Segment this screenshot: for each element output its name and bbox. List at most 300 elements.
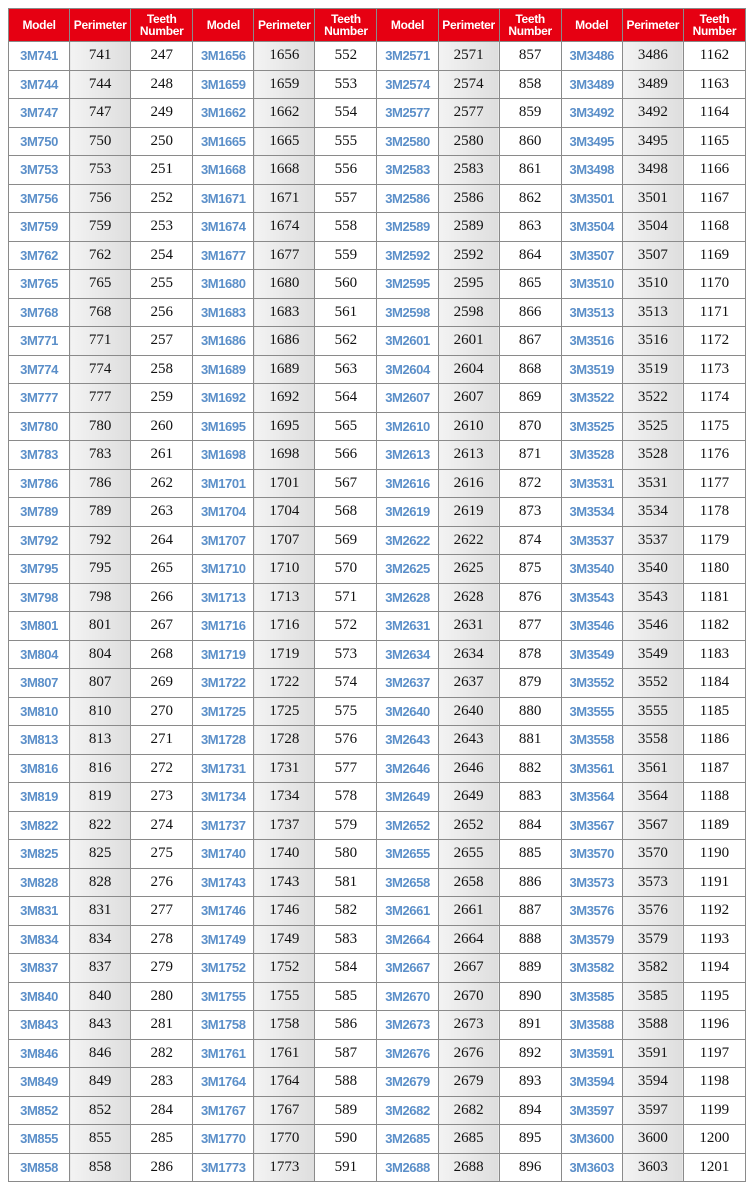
perimeter-cell: 1722 <box>254 669 315 698</box>
teeth-number-cell: 1187 <box>683 754 745 783</box>
teeth-number-cell: 1163 <box>683 70 745 99</box>
perimeter-cell: 846 <box>70 1039 131 1068</box>
teeth-number-cell: 877 <box>499 612 561 641</box>
perimeter-cell: 2589 <box>438 213 499 242</box>
model-cell: 3M3597 <box>561 1096 622 1125</box>
perimeter-cell: 2583 <box>438 156 499 185</box>
teeth-number-cell: 1169 <box>683 241 745 270</box>
model-cell: 3M1683 <box>193 298 254 327</box>
teeth-number-cell: 1173 <box>683 355 745 384</box>
teeth-number-cell: 255 <box>131 270 193 299</box>
teeth-number-cell: 1188 <box>683 783 745 812</box>
model-cell: 3M2646 <box>377 754 438 783</box>
table-row <box>9 1096 746 1125</box>
header-row <box>9 9 746 42</box>
teeth-number-cell: 878 <box>499 640 561 669</box>
model-cell: 3M3585 <box>561 982 622 1011</box>
perimeter-cell: 3576 <box>622 897 683 926</box>
teeth-number-cell: 268 <box>131 640 193 669</box>
perimeter-cell: 2571 <box>438 42 499 71</box>
perimeter-cell: 2604 <box>438 355 499 384</box>
teeth-number-cell: 552 <box>315 42 377 71</box>
perimeter-cell: 3522 <box>622 384 683 413</box>
model-cell: 3M1761 <box>193 1039 254 1068</box>
model-cell: 3M1656 <box>193 42 254 71</box>
perimeter-cell: 2685 <box>438 1125 499 1154</box>
perimeter-cell: 813 <box>70 726 131 755</box>
model-cell: 3M1695 <box>193 412 254 441</box>
table-row <box>9 298 746 327</box>
model-cell: 3M3567 <box>561 811 622 840</box>
teeth-number-cell: 576 <box>315 726 377 755</box>
perimeter-cell: 3555 <box>622 697 683 726</box>
model-cell: 3M3507 <box>561 241 622 270</box>
table-row <box>9 156 746 185</box>
header-teeth-number <box>499 9 561 42</box>
perimeter-cell: 2643 <box>438 726 499 755</box>
model-cell: 3M837 <box>9 954 70 983</box>
teeth-number-cell: 263 <box>131 498 193 527</box>
teeth-number-cell: 883 <box>499 783 561 812</box>
model-cell: 3M828 <box>9 868 70 897</box>
model-cell: 3M1773 <box>193 1153 254 1182</box>
teeth-number-cell: 868 <box>499 355 561 384</box>
teeth-number-cell: 583 <box>315 925 377 954</box>
model-cell: 3M792 <box>9 526 70 555</box>
perimeter-cell: 1707 <box>254 526 315 555</box>
model-cell: 3M1755 <box>193 982 254 1011</box>
teeth-number-cell: 269 <box>131 669 193 698</box>
model-cell: 3M3579 <box>561 925 622 954</box>
perimeter-cell: 3531 <box>622 469 683 498</box>
perimeter-cell: 3564 <box>622 783 683 812</box>
header-model: Model <box>193 9 254 42</box>
model-cell: 3M3534 <box>561 498 622 527</box>
teeth-number-cell: 859 <box>499 99 561 128</box>
teeth-number-cell: 1196 <box>683 1011 745 1040</box>
model-cell: 3M1716 <box>193 612 254 641</box>
teeth-number-cell: 1184 <box>683 669 745 698</box>
perimeter-cell: 1680 <box>254 270 315 299</box>
header-perimeter: Perimeter <box>622 9 683 42</box>
teeth-number-cell: 1177 <box>683 469 745 498</box>
teeth-number-cell: 585 <box>315 982 377 1011</box>
teeth-number-cell: 874 <box>499 526 561 555</box>
table-row <box>9 1153 746 1182</box>
model-cell: 3M744 <box>9 70 70 99</box>
perimeter-cell: 744 <box>70 70 131 99</box>
perimeter-cell: 747 <box>70 99 131 128</box>
model-cell: 3M852 <box>9 1096 70 1125</box>
model-cell: 3M1758 <box>193 1011 254 1040</box>
perimeter-cell: 1689 <box>254 355 315 384</box>
model-cell: 3M1707 <box>193 526 254 555</box>
model-cell: 3M3531 <box>561 469 622 498</box>
teeth-number-cell: 864 <box>499 241 561 270</box>
model-cell: 3M3513 <box>561 298 622 327</box>
teeth-number-cell: 274 <box>131 811 193 840</box>
teeth-number-cell: 1166 <box>683 156 745 185</box>
teeth-number-cell: 250 <box>131 127 193 156</box>
perimeter-cell: 843 <box>70 1011 131 1040</box>
teeth-number-cell: 1197 <box>683 1039 745 1068</box>
teeth-number-cell: 249 <box>131 99 193 128</box>
teeth-number-cell: 251 <box>131 156 193 185</box>
teeth-number-cell: 890 <box>499 982 561 1011</box>
model-cell: 3M2598 <box>377 298 438 327</box>
teeth-number-cell: 575 <box>315 697 377 726</box>
teeth-number-cell: 873 <box>499 498 561 527</box>
table-row <box>9 469 746 498</box>
header-teeth-number <box>131 9 193 42</box>
perimeter-cell: 1755 <box>254 982 315 1011</box>
model-cell: 3M1674 <box>193 213 254 242</box>
perimeter-cell: 1752 <box>254 954 315 983</box>
header-teeth-label: Teeth Number <box>139 12 184 38</box>
model-cell: 3M1671 <box>193 184 254 213</box>
table-row <box>9 925 746 954</box>
perimeter-cell: 1719 <box>254 640 315 669</box>
teeth-number-cell: 272 <box>131 754 193 783</box>
table-row <box>9 640 746 669</box>
model-cell: 3M798 <box>9 583 70 612</box>
teeth-number-cell: 283 <box>131 1068 193 1097</box>
perimeter-cell: 2607 <box>438 384 499 413</box>
table-row <box>9 840 746 869</box>
teeth-number-cell: 861 <box>499 156 561 185</box>
perimeter-cell: 3525 <box>622 412 683 441</box>
model-cell: 3M750 <box>9 127 70 156</box>
perimeter-cell: 3513 <box>622 298 683 327</box>
perimeter-cell: 1668 <box>254 156 315 185</box>
perimeter-cell: 1692 <box>254 384 315 413</box>
header-perimeter: Perimeter <box>438 9 499 42</box>
teeth-number-cell: 565 <box>315 412 377 441</box>
teeth-number-cell: 553 <box>315 70 377 99</box>
perimeter-cell: 1734 <box>254 783 315 812</box>
perimeter-cell: 2625 <box>438 555 499 584</box>
teeth-number-cell: 584 <box>315 954 377 983</box>
model-cell: 3M2589 <box>377 213 438 242</box>
teeth-number-cell: 570 <box>315 555 377 584</box>
table-row <box>9 726 746 755</box>
perimeter-cell: 3504 <box>622 213 683 242</box>
teeth-number-cell: 588 <box>315 1068 377 1097</box>
perimeter-cell: 852 <box>70 1096 131 1125</box>
model-cell: 3M3501 <box>561 184 622 213</box>
perimeter-cell: 2577 <box>438 99 499 128</box>
teeth-number-cell: 892 <box>499 1039 561 1068</box>
perimeter-cell: 2619 <box>438 498 499 527</box>
model-cell: 3M2601 <box>377 327 438 356</box>
model-cell: 3M1764 <box>193 1068 254 1097</box>
perimeter-cell: 2616 <box>438 469 499 498</box>
perimeter-cell: 777 <box>70 384 131 413</box>
perimeter-cell: 2640 <box>438 697 499 726</box>
teeth-number-cell: 273 <box>131 783 193 812</box>
perimeter-cell: 3540 <box>622 555 683 584</box>
perimeter-cell: 834 <box>70 925 131 954</box>
perimeter-cell: 765 <box>70 270 131 299</box>
teeth-number-cell: 558 <box>315 213 377 242</box>
model-cell: 3M1713 <box>193 583 254 612</box>
model-cell: 3M759 <box>9 213 70 242</box>
perimeter-cell: 2601 <box>438 327 499 356</box>
model-cell: 3M1728 <box>193 726 254 755</box>
teeth-number-cell: 573 <box>315 640 377 669</box>
perimeter-cell: 2595 <box>438 270 499 299</box>
perimeter-cell: 780 <box>70 412 131 441</box>
table-row <box>9 127 746 156</box>
model-cell: 3M2637 <box>377 669 438 698</box>
teeth-number-cell: 858 <box>499 70 561 99</box>
teeth-number-cell: 265 <box>131 555 193 584</box>
model-cell: 3M2685 <box>377 1125 438 1154</box>
teeth-number-cell: 254 <box>131 241 193 270</box>
header-teeth-number <box>683 9 745 42</box>
perimeter-cell: 2649 <box>438 783 499 812</box>
perimeter-cell: 825 <box>70 840 131 869</box>
teeth-number-cell: 1191 <box>683 868 745 897</box>
perimeter-cell: 1743 <box>254 868 315 897</box>
model-cell: 3M795 <box>9 555 70 584</box>
model-cell: 3M2574 <box>377 70 438 99</box>
model-cell: 3M834 <box>9 925 70 954</box>
perimeter-cell: 2673 <box>438 1011 499 1040</box>
perimeter-cell: 2580 <box>438 127 499 156</box>
table-body <box>9 42 746 1182</box>
model-cell: 3M1665 <box>193 127 254 156</box>
perimeter-cell: 828 <box>70 868 131 897</box>
perimeter-cell: 3495 <box>622 127 683 156</box>
teeth-number-cell: 1182 <box>683 612 745 641</box>
table-row <box>9 327 746 356</box>
teeth-number-cell: 1170 <box>683 270 745 299</box>
perimeter-cell: 2586 <box>438 184 499 213</box>
model-cell: 3M2643 <box>377 726 438 755</box>
teeth-number-cell: 1189 <box>683 811 745 840</box>
teeth-number-cell: 1195 <box>683 982 745 1011</box>
teeth-number-cell: 1174 <box>683 384 745 413</box>
teeth-number-cell: 279 <box>131 954 193 983</box>
teeth-number-cell: 261 <box>131 441 193 470</box>
model-cell: 3M825 <box>9 840 70 869</box>
teeth-number-cell: 285 <box>131 1125 193 1154</box>
model-cell: 3M768 <box>9 298 70 327</box>
model-cell: 3M3540 <box>561 555 622 584</box>
model-cell: 3M843 <box>9 1011 70 1040</box>
teeth-number-cell: 257 <box>131 327 193 356</box>
model-cell: 3M2676 <box>377 1039 438 1068</box>
teeth-number-cell: 886 <box>499 868 561 897</box>
teeth-number-cell: 579 <box>315 811 377 840</box>
model-cell: 3M819 <box>9 783 70 812</box>
perimeter-cell: 810 <box>70 697 131 726</box>
table-row <box>9 42 746 71</box>
teeth-number-cell: 1194 <box>683 954 745 983</box>
perimeter-cell: 3537 <box>622 526 683 555</box>
header-teeth-label: Teeth Number <box>508 12 552 38</box>
model-cell: 3M804 <box>9 640 70 669</box>
model-cell: 3M786 <box>9 469 70 498</box>
perimeter-cell: 1767 <box>254 1096 315 1125</box>
perimeter-cell: 1749 <box>254 925 315 954</box>
table-row <box>9 412 746 441</box>
table-row <box>9 70 746 99</box>
perimeter-cell: 1704 <box>254 498 315 527</box>
perimeter-cell: 1725 <box>254 697 315 726</box>
model-cell: 3M3570 <box>561 840 622 869</box>
table-row <box>9 184 746 213</box>
table-row <box>9 783 746 812</box>
teeth-number-cell: 586 <box>315 1011 377 1040</box>
model-cell: 3M2607 <box>377 384 438 413</box>
teeth-number-cell: 589 <box>315 1096 377 1125</box>
model-cell: 3M1722 <box>193 669 254 698</box>
model-cell: 3M3546 <box>561 612 622 641</box>
teeth-number-cell: 252 <box>131 184 193 213</box>
perimeter-cell: 3510 <box>622 270 683 299</box>
model-cell: 3M3525 <box>561 412 622 441</box>
table-row <box>9 754 746 783</box>
perimeter-cell: 1713 <box>254 583 315 612</box>
model-cell: 3M1710 <box>193 555 254 584</box>
model-cell: 3M810 <box>9 697 70 726</box>
model-cell: 3M2610 <box>377 412 438 441</box>
teeth-number-cell: 895 <box>499 1125 561 1154</box>
perimeter-cell: 3516 <box>622 327 683 356</box>
model-cell: 3M1698 <box>193 441 254 470</box>
perimeter-cell: 1695 <box>254 412 315 441</box>
perimeter-cell: 1764 <box>254 1068 315 1097</box>
perimeter-cell: 3489 <box>622 70 683 99</box>
table-row <box>9 441 746 470</box>
teeth-number-cell: 280 <box>131 982 193 1011</box>
model-cell: 3M1659 <box>193 70 254 99</box>
model-cell: 3M741 <box>9 42 70 71</box>
model-cell: 3M2667 <box>377 954 438 983</box>
perimeter-cell: 1683 <box>254 298 315 327</box>
teeth-number-cell: 863 <box>499 213 561 242</box>
model-cell: 3M1704 <box>193 498 254 527</box>
table-row <box>9 1068 746 1097</box>
teeth-number-cell: 885 <box>499 840 561 869</box>
perimeter-cell: 2655 <box>438 840 499 869</box>
model-cell: 3M1731 <box>193 754 254 783</box>
teeth-number-cell: 264 <box>131 526 193 555</box>
teeth-number-cell: 1200 <box>683 1125 745 1154</box>
table-row <box>9 213 746 242</box>
perimeter-cell: 2613 <box>438 441 499 470</box>
model-cell: 3M1677 <box>193 241 254 270</box>
teeth-number-cell: 267 <box>131 612 193 641</box>
teeth-number-cell: 266 <box>131 583 193 612</box>
model-cell: 3M2628 <box>377 583 438 612</box>
perimeter-cell: 3591 <box>622 1039 683 1068</box>
teeth-number-cell: 871 <box>499 441 561 470</box>
perimeter-cell: 3492 <box>622 99 683 128</box>
model-cell: 3M1740 <box>193 840 254 869</box>
perimeter-cell: 3543 <box>622 583 683 612</box>
teeth-number-cell: 881 <box>499 726 561 755</box>
model-cell: 3M3489 <box>561 70 622 99</box>
perimeter-cell: 3501 <box>622 184 683 213</box>
model-cell: 3M1749 <box>193 925 254 954</box>
teeth-number-cell: 559 <box>315 241 377 270</box>
model-cell: 3M3582 <box>561 954 622 983</box>
model-cell: 3M1746 <box>193 897 254 926</box>
perimeter-cell: 756 <box>70 184 131 213</box>
perimeter-cell: 1686 <box>254 327 315 356</box>
teeth-number-cell: 1193 <box>683 925 745 954</box>
perimeter-cell: 2631 <box>438 612 499 641</box>
teeth-number-cell: 248 <box>131 70 193 99</box>
model-cell: 3M3588 <box>561 1011 622 1040</box>
teeth-number-cell: 256 <box>131 298 193 327</box>
model-cell: 3M747 <box>9 99 70 128</box>
header-perimeter: Perimeter <box>70 9 131 42</box>
model-cell: 3M2592 <box>377 241 438 270</box>
model-cell: 3M813 <box>9 726 70 755</box>
teeth-number-cell: 566 <box>315 441 377 470</box>
teeth-number-cell: 1186 <box>683 726 745 755</box>
model-cell: 3M2640 <box>377 697 438 726</box>
teeth-number-cell: 581 <box>315 868 377 897</box>
model-cell: 3M3504 <box>561 213 622 242</box>
table-row <box>9 982 746 1011</box>
teeth-number-cell: 562 <box>315 327 377 356</box>
model-cell: 3M2604 <box>377 355 438 384</box>
teeth-number-cell: 1171 <box>683 298 745 327</box>
teeth-number-cell: 1201 <box>683 1153 745 1182</box>
model-cell: 3M2571 <box>377 42 438 71</box>
model-cell: 3M1737 <box>193 811 254 840</box>
teeth-number-cell: 275 <box>131 840 193 869</box>
perimeter-cell: 2574 <box>438 70 499 99</box>
teeth-number-cell: 880 <box>499 697 561 726</box>
model-cell: 3M777 <box>9 384 70 413</box>
perimeter-cell: 3486 <box>622 42 683 71</box>
teeth-number-cell: 1165 <box>683 127 745 156</box>
model-cell: 3M1734 <box>193 783 254 812</box>
model-cell: 3M1662 <box>193 99 254 128</box>
model-cell: 3M3603 <box>561 1153 622 1182</box>
model-cell: 3M2652 <box>377 811 438 840</box>
model-cell: 3M1701 <box>193 469 254 498</box>
teeth-number-cell: 555 <box>315 127 377 156</box>
perimeter-cell: 2667 <box>438 954 499 983</box>
table-row <box>9 555 746 584</box>
teeth-number-cell: 866 <box>499 298 561 327</box>
model-cell: 3M2613 <box>377 441 438 470</box>
teeth-number-cell: 1185 <box>683 697 745 726</box>
model-cell: 3M3591 <box>561 1039 622 1068</box>
teeth-number-cell: 247 <box>131 42 193 71</box>
perimeter-cell: 3558 <box>622 726 683 755</box>
perimeter-cell: 759 <box>70 213 131 242</box>
perimeter-cell: 3579 <box>622 925 683 954</box>
model-cell: 3M762 <box>9 241 70 270</box>
teeth-number-cell: 572 <box>315 612 377 641</box>
model-cell: 3M2658 <box>377 868 438 897</box>
perimeter-cell: 2658 <box>438 868 499 897</box>
model-cell: 3M849 <box>9 1068 70 1097</box>
teeth-number-cell: 591 <box>315 1153 377 1182</box>
perimeter-cell: 774 <box>70 355 131 384</box>
model-cell: 3M780 <box>9 412 70 441</box>
perimeter-cell: 786 <box>70 469 131 498</box>
teeth-number-cell: 1176 <box>683 441 745 470</box>
